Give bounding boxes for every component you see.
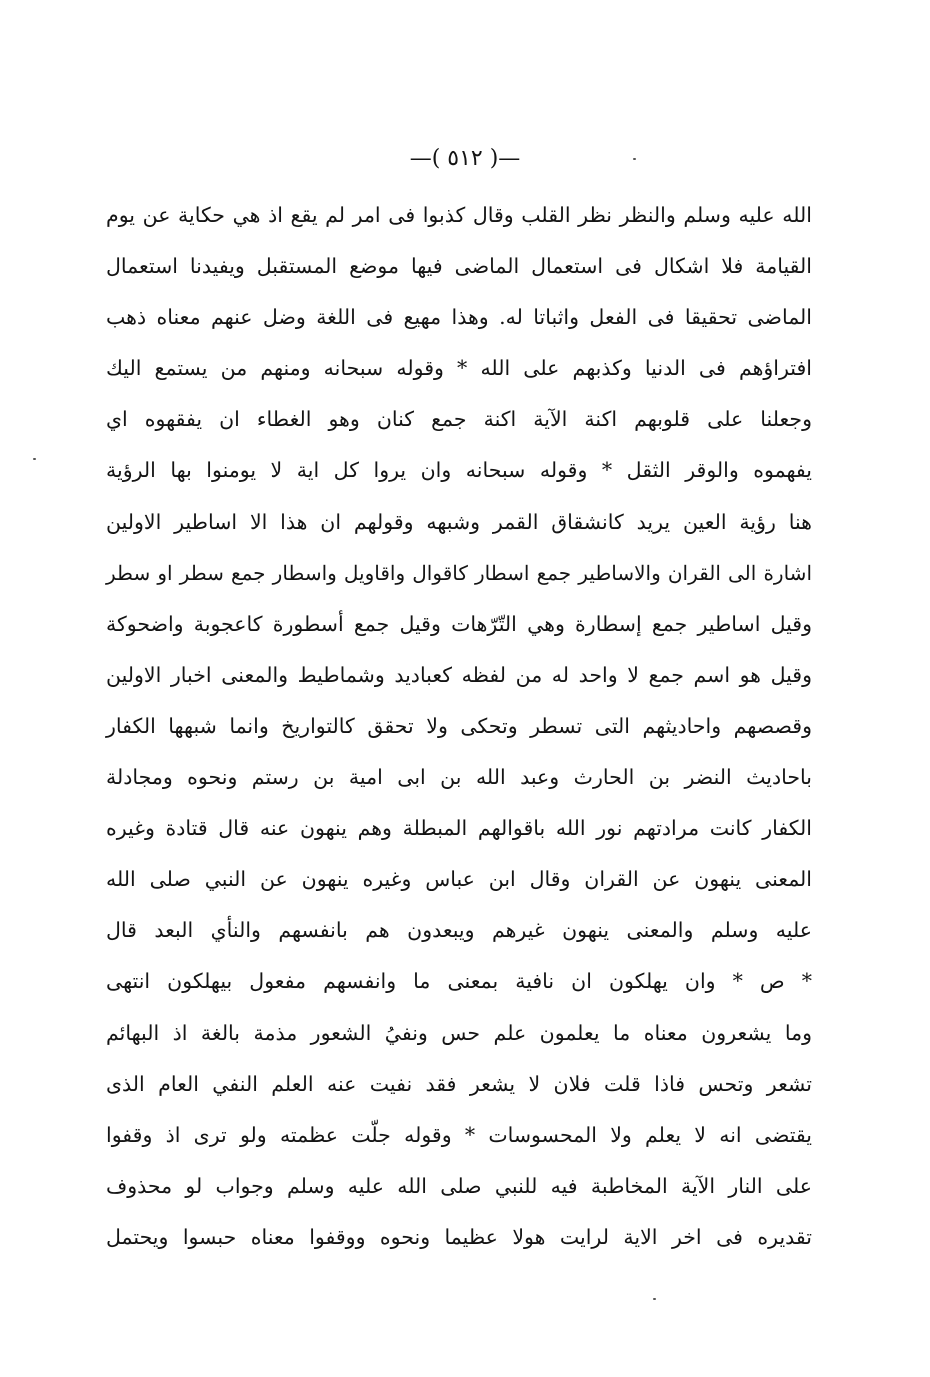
text-line: وجعلنا على قلوبهم اكنة الآية اكنة جمع كنان وهو الغطاء ان يفقهوه اي [106,407,812,432]
text-line: يفهموه والوقر الثقل * وقوله سبحانه وان يروا كل اية لا يومنوا بها الرؤية [106,458,812,483]
text-line: تقديره فى اخر الاية لرايت هولا عظيما ونحوه ووقفوا معناه حبسوا ويحتمل [106,1224,812,1249]
scan-speck [653,1298,656,1300]
scan-speck [633,158,636,160]
text-line: اشارة الى القران والاساطير جمع اسطار كاقوال واقاويل واسطار جمع سطر او سطر [106,560,812,585]
text-line: وقصصهم واحاديثهم التى تسطر وتحكى ولا تحقق كالتواريخ وانما شبهها الكفار [106,713,812,738]
text-line: الماضى تحقيقا فى الفعل واثباتا له. وهذا مهيع فى اللغة وضل عنهم معناه ذهب [106,305,812,330]
page-number: —( ٥١٢ )— [409,146,521,171]
text-line: باحاديث النضر بن الحارث وعبد الله بن ابى امية بن رستم ونحوه ومجادلة [106,765,812,790]
text-line: افتراؤهم فى الدنيا وكذبهم على الله * وقوله سبحانه ومنهم من يستمع اليك [106,356,812,381]
main-text [106,192,812,1265]
text-line: عليه وسلم والمعنى ينهون غيرهم ويبعدون هم بانفسهم والنأي البعد قال [106,918,812,943]
text-line: الكفار كانت مرادتهم نور الله باقوالهم المبطلة وهم ينهون عنه قال قتادة وغيره [106,816,812,841]
text-line: يقتضى انه لا يعلم ولا المحسوسات * وقوله جلّت عظمته ولو ترى اذ وقفوا [106,1122,812,1147]
scan-speck [33,458,36,460]
text-line: وقيل هو اسم جمع لا واحد له من لفظه كعباديد وشماطيط والمعنى اخبار الاولين [106,662,812,687]
text-line: هنا رؤية العين يريد كانشقاق القمر وشبهه وقولهم ان هذا الا اساطير الاولين [106,509,812,534]
text-line: وقيل اساطير جمع إسطارة وهي التّرّهات وقيل جمع أسطورة كاعجوبة واضحوكة [106,611,812,636]
text-line: وما يشعرون معناه ما يعلمون علم حس ونفيُ الشعور مذمة بالغة اذ البهائم [106,1020,812,1045]
text-line: الله عليه وسلم والنظر نظر القلب وقال كذبوا فى امر لم يقع اذ هي حكاية عن يوم [106,203,812,227]
text-line: على النار الآية المخاطبة فيه للنبي صلى الله عليه وسلم وجواب لو محذوف [106,1173,812,1198]
text-line: تشعر وتحس فاذا قلت فلان لا يشعر فقد نفيت عنه العلم النفي العام الذى [106,1071,812,1096]
text-line: * ص * وان يهلكون ان نافية بمعنى ما وانفسهم مفعول بيهلكون انتهى [106,969,812,994]
text-line: المعنى ينهون عن القران وقال ابن عباس وغيره ينهون عن النبي صلى الله [106,867,812,892]
text-line: القيامة فلا اشكال فى استعمال الماضى فيها موضع المستقبل ويفيدنا استعمال [106,254,812,279]
